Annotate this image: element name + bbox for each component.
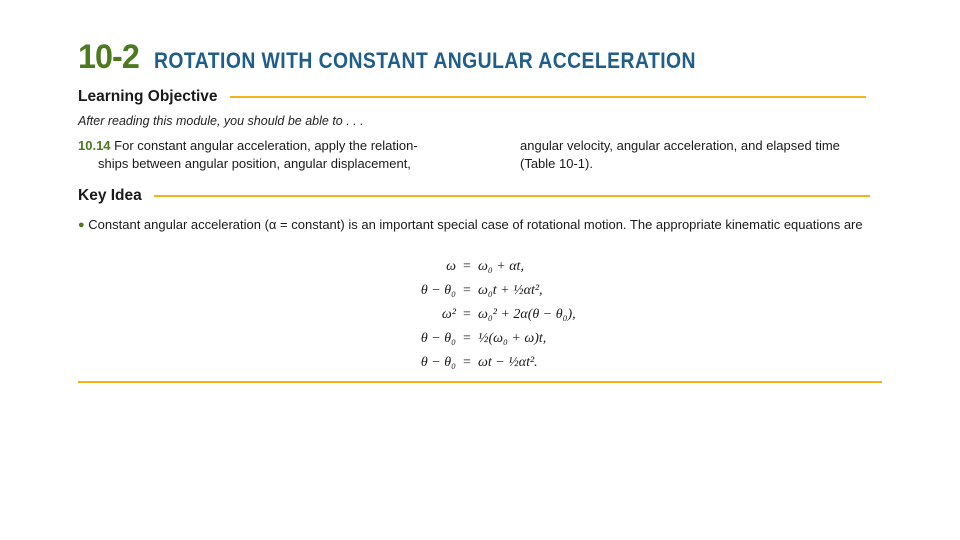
kinematic-equations <box>380 255 620 375</box>
objective-intro: After reading this module, you should be able to . . . <box>78 114 364 128</box>
bullet-icon: ● <box>78 219 85 231</box>
equation-lhs: θ − θ₀ <box>420 331 456 346</box>
equals-sign: = <box>463 283 471 298</box>
learning-objective-label: Learning Objective <box>78 88 218 105</box>
equation-row <box>380 303 620 327</box>
key-idea-body: Constant angular acceleration (α = constant) is an important special case of rotational motion. The appropriate kinematic equations are <box>84 217 863 232</box>
objective-text-left <box>78 137 498 173</box>
section-header <box>78 38 770 77</box>
equals-sign: = <box>463 331 471 346</box>
section-title: ROTATION WITH CONSTANT ANGULAR ACCELERATION <box>154 48 697 73</box>
learning-objective-rule <box>230 96 866 98</box>
equation-row <box>380 351 620 375</box>
equals-sign: = <box>463 259 471 274</box>
objective-right-line1: angular velocity, angular acceleration, and elapsed time <box>520 138 840 153</box>
bottom-rule <box>78 381 882 383</box>
learning-objective-heading <box>78 88 866 106</box>
objective-left-line1: For constant angular acceleration, apply the relation- <box>110 138 418 153</box>
equals-sign: = <box>463 355 471 370</box>
section-number: 10-2 <box>78 38 139 76</box>
equation-lhs: ω <box>446 259 456 274</box>
key-idea-heading <box>78 187 870 205</box>
equation-row <box>380 279 620 303</box>
key-idea-text <box>78 216 878 234</box>
equation-lhs: ω² <box>441 307 456 322</box>
equation-rhs: ωt − ½αt². <box>478 355 538 370</box>
key-idea-label: Key Idea <box>78 187 142 204</box>
equation-rhs: ω₀t + ½αt², <box>478 283 543 298</box>
equation-rhs: ω₀ + αt, <box>478 259 524 274</box>
objective-left-line2: ships between angular position, angular displacement, <box>98 156 411 171</box>
equation-row <box>380 327 620 351</box>
objective-text-right <box>520 137 890 173</box>
equation-lhs: θ − θ₀ <box>420 355 456 370</box>
key-idea-rule <box>154 195 870 197</box>
equation-row <box>380 255 620 279</box>
equation-rhs: ω₀² + 2α(θ − θ₀), <box>478 307 576 322</box>
equation-rhs: ½(ω₀ + ω)t, <box>478 331 547 346</box>
objective-number: 10.14 <box>78 138 111 153</box>
equation-lhs: θ − θ₀ <box>420 283 456 298</box>
equals-sign: = <box>463 307 471 322</box>
objective-right-line2: (Table 10-1). <box>520 156 593 171</box>
